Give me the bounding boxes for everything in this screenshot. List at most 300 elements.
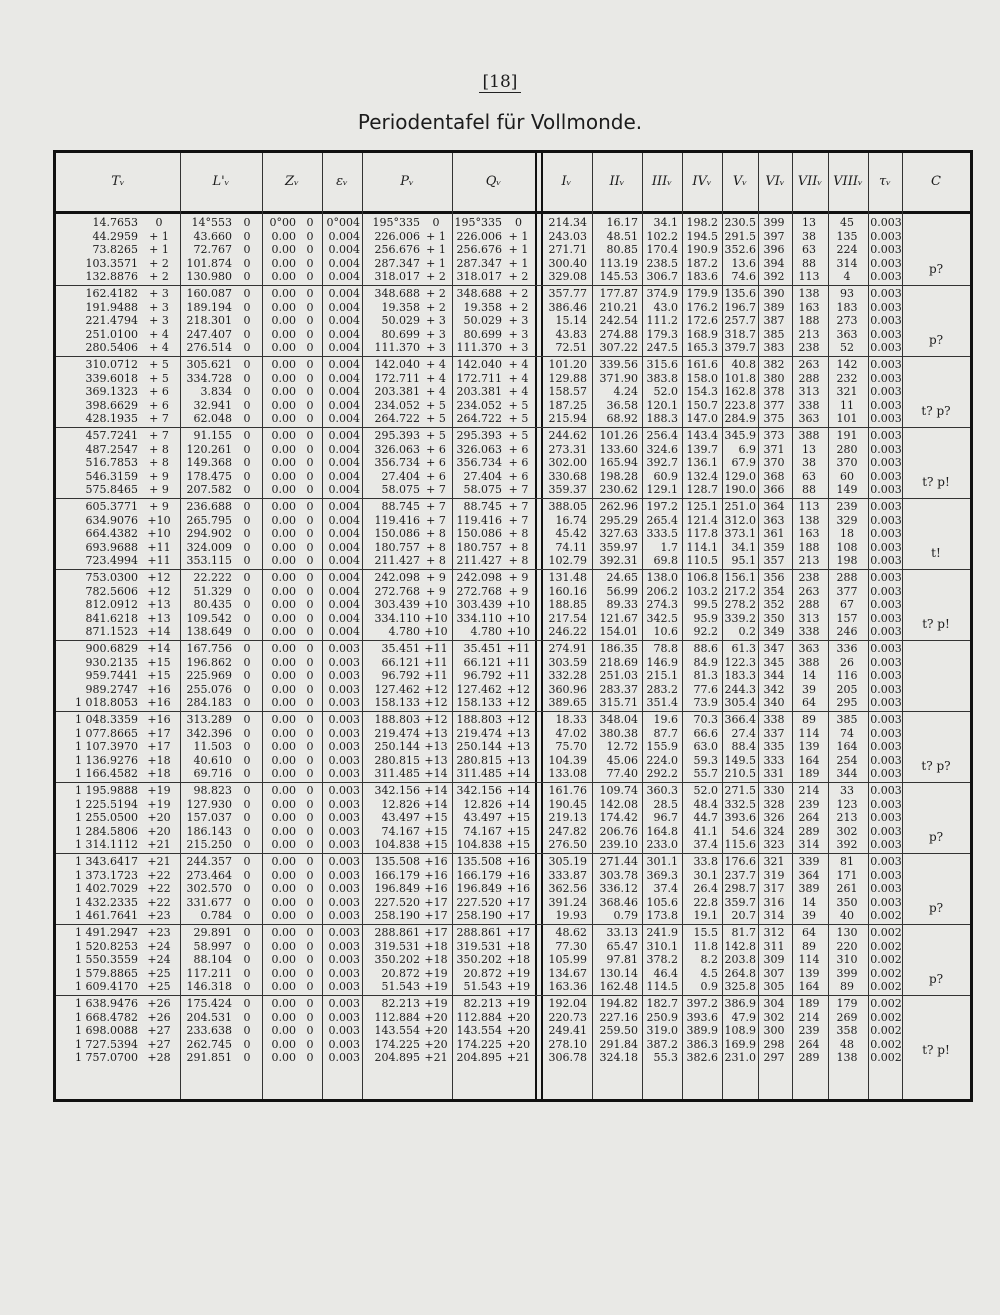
cell-zsign: 0	[306, 1051, 314, 1064]
cell-eps: 0.004	[328, 554, 360, 567]
table-body	[56, 214, 970, 1099]
cell-dL: +25	[147, 980, 171, 993]
cell-VI: 302	[763, 1010, 785, 1024]
cell-zdiff: 0	[243, 385, 251, 398]
cell-eps: 0.003	[328, 726, 360, 740]
cell-dQ: +20	[506, 1037, 531, 1051]
cell-zdiff: 0	[243, 980, 251, 993]
cell-eps: 0.003	[328, 926, 360, 939]
cell-dL: + 7	[149, 429, 169, 442]
cell-L: 334.728	[186, 371, 232, 385]
cell-Q: 288.861	[456, 926, 502, 939]
cell-dP: +16	[424, 882, 448, 895]
cell-VIII: 254	[836, 753, 858, 767]
cell-T: 1 048.3359	[75, 713, 138, 726]
table-row	[56, 798, 970, 812]
cell-IV: 26.4	[693, 882, 718, 895]
cell-dP: +17	[424, 895, 448, 909]
cell-P: 88.745	[381, 500, 420, 513]
cell-III: 146.9	[646, 655, 678, 669]
cell-zsign: 0	[306, 868, 314, 882]
cell-eps: 0.003	[328, 767, 360, 780]
cell-zdiff: 0	[243, 713, 251, 726]
cell-dL: + 4	[149, 341, 169, 354]
cell-Z: 0.00	[271, 611, 296, 625]
cell-dQ: +21	[506, 1051, 531, 1064]
cell-zdiff: 0	[243, 642, 251, 655]
cell-dL: + 1	[149, 243, 169, 256]
cell-III: 392.7	[646, 456, 678, 469]
cell-zsign: 0	[306, 939, 314, 953]
cell-V: 345.9	[724, 429, 756, 442]
cell-II: 68.92	[606, 412, 638, 425]
cell-VIII: 108	[836, 540, 858, 554]
cell-IV: 41.1	[693, 824, 718, 838]
cell-T: 162.4182	[85, 287, 138, 300]
cell-dQ: +12	[506, 682, 531, 696]
cell-II: 154.01	[599, 625, 638, 638]
cell-tau: 0.003	[870, 398, 902, 412]
cell-dL: +16	[147, 682, 171, 696]
cell-VII: 238	[798, 571, 820, 584]
cell-VII: 13	[802, 216, 816, 229]
cell-IV: 172.6	[686, 314, 718, 327]
cell-II: 324.18	[599, 1051, 638, 1064]
cell-dQ: + 3	[508, 327, 529, 341]
cell-dL: +18	[147, 753, 171, 767]
cell-dQ: + 2	[508, 270, 529, 283]
table-row	[56, 328, 970, 342]
cell-dP: + 3	[426, 327, 446, 341]
cell-eps: 0.003	[328, 838, 360, 851]
cell-dQ: + 1	[508, 229, 529, 243]
table-row	[56, 940, 970, 954]
cell-dQ: + 3	[508, 341, 529, 354]
table-row	[56, 896, 970, 910]
cell-tau: 0.003	[870, 412, 902, 425]
table-row	[56, 598, 970, 612]
cell-zdiff: 0	[243, 909, 251, 922]
cell-L: 109.542	[186, 611, 232, 625]
cell-eps: 0.004	[328, 270, 360, 283]
cell-dP: + 3	[426, 341, 446, 354]
cell-VIII: 67	[840, 598, 854, 611]
cell-dP: + 5	[426, 398, 446, 412]
cell-IV: 8.2	[700, 953, 718, 966]
cell-I: 131.48	[548, 571, 587, 584]
table-row	[56, 341, 970, 355]
cell-P: 311.485	[374, 767, 420, 780]
cell-dP: + 9	[426, 571, 446, 584]
cell-T: 1 579.8865	[75, 966, 138, 980]
cell-V: 81.7	[731, 926, 756, 939]
cell-zdiff: 0	[243, 753, 251, 767]
cell-dL: +27	[147, 1037, 171, 1051]
cell-L: 186.143	[186, 824, 232, 838]
cell-VII: 163	[798, 527, 820, 540]
cell-L: 167.756	[186, 642, 232, 655]
cell-T: 1 402.7029	[75, 882, 138, 895]
cell-V: 393.6	[724, 811, 756, 824]
cell-P: 227.520	[374, 895, 420, 909]
cell-VIII: 280	[836, 442, 858, 456]
cell-dL: +27	[147, 1024, 171, 1037]
cell-dL: +14	[147, 642, 171, 655]
cell-dL: +18	[147, 767, 171, 780]
cell-III: 96.7	[653, 811, 678, 824]
cell-eps: 0.003	[328, 909, 360, 922]
cell-zsign: 0	[306, 767, 314, 780]
cell-VII: 288	[798, 371, 820, 385]
cell-P: 135.508	[374, 855, 420, 868]
cell-tau: 0.003	[870, 767, 902, 780]
cell-VIII: 157	[836, 611, 858, 625]
cell-V: 352.6	[724, 243, 756, 256]
cell-tau: 0.003	[870, 571, 902, 584]
cell-T: 1 314.1112	[75, 838, 138, 851]
cell-I: 302.00	[548, 456, 587, 469]
cell-VIII: 26	[840, 655, 854, 669]
cell-T: 516.7853	[85, 456, 138, 469]
cell-Z: 0.00	[271, 939, 296, 953]
cell-VII: 63	[802, 469, 816, 483]
cell-II: 194.82	[599, 997, 638, 1010]
cell-eps: 0.003	[328, 655, 360, 669]
cell-tau: 0.003	[870, 429, 902, 442]
row-group	[56, 285, 970, 357]
table-row	[56, 656, 970, 670]
cell-III: 105.6	[646, 895, 678, 909]
cell-T: 1 698.0088	[75, 1024, 138, 1037]
cell-VI: 330	[763, 784, 785, 797]
column-header: Pᵥ	[400, 174, 414, 189]
cell-III: 60.9	[653, 469, 678, 483]
cell-eps: 0.003	[328, 797, 360, 811]
cell-VII: 289	[798, 1051, 820, 1064]
cell-dL: + 3	[149, 314, 169, 327]
cell-IV: 194.5	[686, 229, 718, 243]
cell-IV: 103.2	[686, 584, 718, 598]
cell-C: p?	[928, 262, 944, 276]
cell-P: 250.144	[374, 740, 420, 753]
table-row	[56, 443, 970, 457]
cell-L: 313.289	[186, 713, 232, 726]
cell-T: 132.8876	[85, 270, 138, 283]
cell-VII: 214	[798, 784, 820, 797]
cell-dL: + 4	[149, 327, 169, 341]
cell-dL: +24	[147, 953, 171, 966]
cell-III: 360.3	[646, 784, 678, 797]
cell-III: 170.4	[646, 243, 678, 256]
table-row	[56, 514, 970, 528]
cell-T: 191.9488	[85, 300, 138, 314]
cell-Z: 0.00	[271, 726, 296, 740]
table-header	[56, 153, 970, 214]
cell-IV: 143.4	[686, 429, 718, 442]
cell-zdiff: 0	[243, 939, 251, 953]
cell-I: 18.33	[555, 713, 587, 726]
cell-dP: + 7	[426, 513, 446, 527]
cell-dL: + 2	[149, 256, 169, 270]
cell-dQ: +12	[506, 696, 531, 709]
cell-III: 52.0	[653, 385, 678, 398]
cell-V: 40.8	[731, 358, 756, 371]
cell-tau: 0.002	[870, 997, 902, 1010]
cell-zsign: 0	[306, 625, 314, 638]
cell-Z: 0.00	[271, 584, 296, 598]
cell-V: 373.1	[724, 527, 756, 540]
table-row	[56, 429, 970, 443]
cell-tau: 0.003	[870, 385, 902, 398]
cell-VI: 392	[763, 270, 785, 283]
cell-VII: 64	[802, 926, 816, 939]
cell-II: 162.48	[599, 980, 638, 993]
cell-VI: 323	[763, 838, 785, 851]
column-header: Vᵥ	[732, 174, 748, 189]
cell-T: 812.0912	[85, 598, 138, 611]
cell-P: 188.803	[374, 713, 420, 726]
cell-tau: 0.003	[870, 895, 902, 909]
cell-L: 29.891	[193, 926, 232, 939]
cell-V: 196.7	[724, 300, 756, 314]
cell-VII: 14	[802, 669, 816, 682]
cell-dL: +26	[147, 1010, 171, 1024]
cell-Z: 0.00	[271, 953, 296, 966]
cell-T: 1 195.9888	[75, 784, 138, 797]
cell-P: 27.404	[381, 469, 420, 483]
period-table	[53, 150, 973, 1102]
cell-Q: 318.017	[456, 270, 502, 283]
cell-dP: +11	[424, 669, 448, 682]
cell-zsign: 0	[306, 412, 314, 425]
cell-L: 120.261	[186, 442, 232, 456]
cell-eps: 0.003	[328, 696, 360, 709]
cell-zsign: 0	[306, 811, 314, 824]
cell-I: 306.78	[548, 1051, 587, 1064]
cell-I: 192.04	[548, 997, 587, 1010]
cell-L: 3.834	[200, 385, 232, 398]
cell-dQ: +15	[506, 838, 531, 851]
cell-dL: +20	[147, 811, 171, 824]
cell-Q: 158.133	[456, 696, 502, 709]
cell-VII: 89	[802, 939, 816, 953]
cell-dQ: +20	[506, 1010, 531, 1024]
cell-zsign: 0	[306, 327, 314, 341]
cell-Q: 264.722	[456, 412, 502, 425]
table-row	[56, 713, 970, 727]
cell-Q: 258.190	[456, 909, 502, 922]
cell-I: 219.13	[548, 811, 587, 824]
cell-L: 276.514	[186, 341, 232, 354]
table-row	[56, 869, 970, 883]
cell-dP: +15	[424, 811, 448, 824]
cell-Z: 0.00	[271, 682, 296, 696]
cell-eps: 0.003	[328, 953, 360, 966]
cell-VII: 139	[798, 740, 820, 753]
cell-zsign: 0	[306, 997, 314, 1010]
cell-VII: 114	[798, 953, 820, 966]
cell-C: t? p!	[922, 1043, 950, 1057]
cell-dQ: +13	[506, 726, 531, 740]
cell-dP: + 5	[426, 412, 446, 425]
cell-eps: 0.004	[328, 571, 360, 584]
cell-T: 1 136.9276	[75, 753, 138, 767]
cell-V: 217.2	[724, 584, 756, 598]
cell-VI: 370	[763, 456, 785, 469]
cell-L: 127.930	[186, 797, 232, 811]
cell-eps: 0.004	[328, 483, 360, 496]
cell-eps: 0.004	[328, 287, 360, 300]
cell-zsign: 0	[306, 500, 314, 513]
cell-IV: 187.2	[686, 256, 718, 270]
cell-eps: 0.003	[328, 882, 360, 895]
cell-I: 360.96	[548, 682, 587, 696]
cell-II: 392.31	[599, 554, 638, 567]
cell-IV: 125.1	[686, 500, 718, 513]
cell-IV: 55.7	[693, 767, 718, 780]
cell-VII: 39	[802, 682, 816, 696]
table-row	[56, 287, 970, 301]
row-group	[56, 569, 970, 641]
cell-P: 4.780	[388, 625, 420, 638]
cell-VIII: 18	[840, 527, 854, 540]
cell-III: 241.9	[646, 926, 678, 939]
cell-C: p?	[928, 972, 944, 986]
cell-T: 693.9688	[85, 540, 138, 554]
cell-V: 142.8	[724, 939, 756, 953]
cell-dQ: +15	[506, 824, 531, 838]
cell-L: 72.767	[193, 243, 232, 256]
cell-dL: +23	[147, 909, 171, 922]
cell-VIII: 350	[836, 895, 858, 909]
cell-IV: 88.6	[693, 642, 718, 655]
cell-L: 331.677	[186, 895, 232, 909]
cell-III: 378.2	[646, 953, 678, 966]
cell-tau: 0.002	[870, 1037, 902, 1051]
cell-zdiff: 0	[243, 868, 251, 882]
cell-Q: 303.439	[456, 598, 502, 611]
cell-Q: 150.086	[456, 527, 502, 540]
cell-VI: 333	[763, 753, 785, 767]
cell-VIII: 213	[836, 811, 858, 824]
cell-Z: 0.00	[271, 554, 296, 567]
column-header: Iᵥ	[561, 174, 572, 189]
cell-eps: 0.003	[328, 939, 360, 953]
cell-P: 35.451	[381, 642, 420, 655]
cell-I: 15.14	[555, 314, 587, 327]
column-header: Tᵥ	[111, 174, 125, 189]
cell-VIII: 11	[840, 398, 854, 412]
cell-dP: +13	[424, 753, 448, 767]
cell-Z: 0.00	[271, 882, 296, 895]
table-row	[56, 412, 970, 426]
cell-tau: 0.003	[870, 584, 902, 598]
cell-dP: + 5	[426, 429, 446, 442]
cell-tau: 0.003	[870, 611, 902, 625]
cell-tau: 0.003	[870, 696, 902, 709]
cell-zdiff: 0	[243, 527, 251, 540]
cell-II: 242.54	[599, 314, 638, 327]
cell-VII: 38	[802, 456, 816, 469]
cell-dQ: + 7	[508, 500, 529, 513]
cell-P: 348.688	[374, 287, 420, 300]
cell-Q: 350.202	[456, 953, 502, 966]
cell-eps: 0.004	[328, 256, 360, 270]
cell-zdiff: 0	[243, 314, 251, 327]
cell-II: 33.13	[606, 926, 638, 939]
cell-L: 247.407	[186, 327, 232, 341]
cell-dL: +26	[147, 997, 171, 1010]
cell-zsign: 0	[306, 713, 314, 726]
cell-II: 4.24	[613, 385, 638, 398]
cell-dQ: + 4	[508, 358, 529, 371]
cell-IV: 70.3	[693, 713, 718, 726]
cell-Q: 43.497	[463, 811, 502, 824]
cell-II: 133.60	[599, 442, 638, 456]
cell-Q: 234.052	[456, 398, 502, 412]
cell-eps: 0.004	[328, 314, 360, 327]
cell-VIII: 239	[836, 500, 858, 513]
cell-IV: 179.9	[686, 287, 718, 300]
cell-II: 130.14	[599, 966, 638, 980]
cell-tau: 0.003	[870, 287, 902, 300]
cell-eps: 0.003	[328, 682, 360, 696]
cell-L: 157.037	[186, 811, 232, 824]
cell-Z: 0.00	[271, 527, 296, 540]
cell-tau: 0.002	[870, 966, 902, 980]
cell-V: 251.0	[724, 500, 756, 513]
cell-T: 1 638.9476	[75, 997, 138, 1010]
cell-zdiff: 0	[243, 358, 251, 371]
cell-dQ: + 9	[508, 571, 529, 584]
cell-L: 51.329	[193, 584, 232, 598]
cell-Q: 180.757	[456, 540, 502, 554]
cell-Z: 0.00	[271, 243, 296, 256]
cell-VIII: 220	[836, 939, 858, 953]
cell-VIII: 171	[836, 868, 858, 882]
column-header: IIIᵥ	[651, 174, 673, 189]
cell-III: 10.6	[653, 625, 678, 638]
table-row	[56, 669, 970, 683]
cell-zdiff: 0	[243, 811, 251, 824]
cell-zsign: 0	[306, 953, 314, 966]
table-row	[56, 642, 970, 656]
cell-eps: 0.003	[328, 642, 360, 655]
cell-zsign: 0	[306, 669, 314, 682]
cell-dL: + 8	[149, 442, 169, 456]
cell-VI: 297	[763, 1051, 785, 1064]
cell-L: 284.183	[186, 696, 232, 709]
cell-T: 280.5406	[85, 341, 138, 354]
cell-VI: 352	[763, 598, 785, 611]
cell-I: 75.70	[555, 740, 587, 753]
cell-I: 246.22	[548, 625, 587, 638]
cell-tau: 0.003	[870, 753, 902, 767]
cell-zsign: 0	[306, 838, 314, 851]
cell-VIII: 179	[836, 997, 858, 1010]
cell-zsign: 0	[306, 469, 314, 483]
cell-IV: 0.9	[700, 980, 718, 993]
cell-Q: 295.393	[456, 429, 502, 442]
cell-L: 342.396	[186, 726, 232, 740]
cell-Z: 0.00	[271, 256, 296, 270]
cell-III: 283.2	[646, 682, 678, 696]
cell-V: 298.7	[724, 882, 756, 895]
cell-zsign: 0	[306, 740, 314, 753]
cell-dQ: + 6	[508, 442, 529, 456]
cell-IV: 4.5	[700, 966, 718, 980]
cell-zdiff: 0	[243, 1010, 251, 1024]
